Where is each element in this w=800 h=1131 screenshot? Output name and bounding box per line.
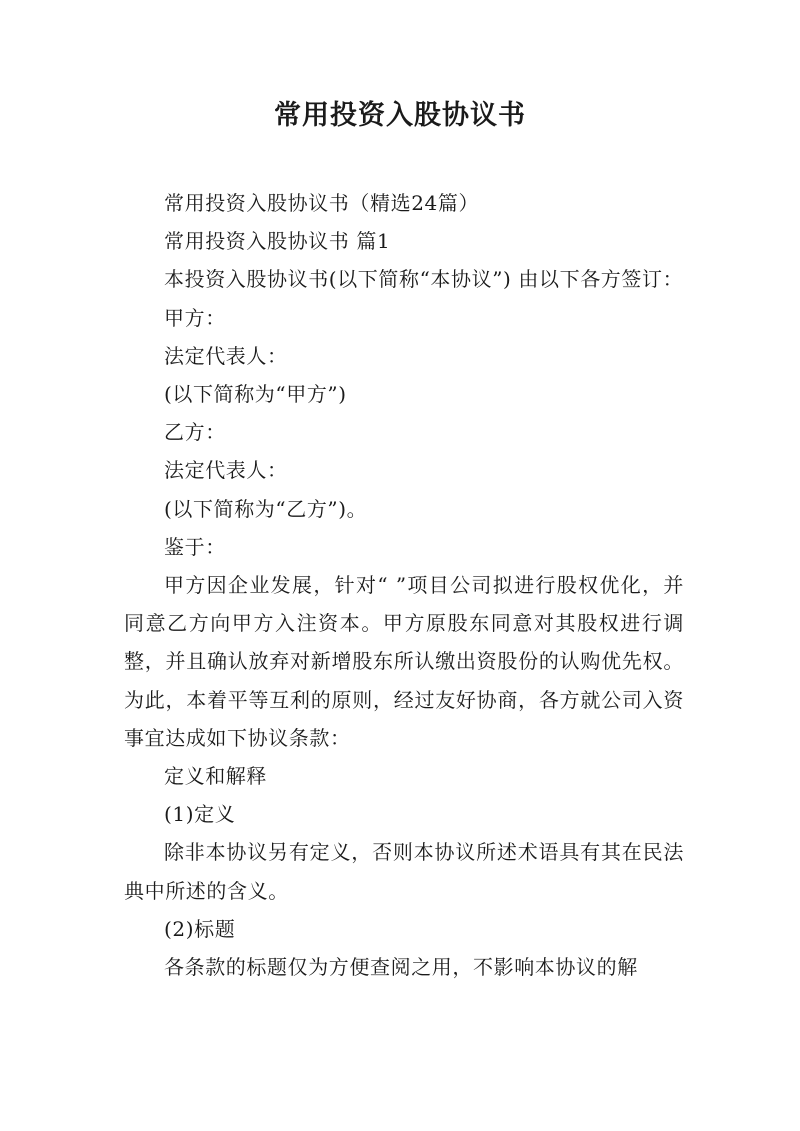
paragraph-section-heading: 常用投资入股协议书 篇1 xyxy=(164,229,391,254)
paragraph-headings-label: (2)标题 xyxy=(164,916,236,941)
paragraph-party-b: 乙方： xyxy=(164,420,226,445)
paragraph-subtitle: 常用投资入股协议书（精选24篇） xyxy=(164,191,480,215)
document-title: 常用投资入股协议书 xyxy=(274,100,526,131)
paragraph-party-a-alias: (以下简称为“甲方”) xyxy=(164,382,347,407)
paragraph-definition-text: 除非本协议另有定义，否则本协议所述术语具有其在民法典中所述的含义。 xyxy=(124,840,684,903)
paragraph-party-a-representative: 法定代表人： xyxy=(164,343,288,368)
paragraph-definitions-heading: 定义和解释 xyxy=(164,764,267,789)
paragraph-party-b-representative: 法定代表人： xyxy=(164,458,288,483)
paragraph-whereas: 鉴于： xyxy=(164,534,226,559)
paragraph-intro: 本投资入股协议书(以下简称“本协议”) 由以下各方签订： xyxy=(164,267,684,292)
paragraph-definition-label: (1)定义 xyxy=(164,802,236,827)
paragraph-party-b-alias: (以下简称为“乙方”)。 xyxy=(164,496,368,521)
paragraph-headings-text: 各条款的标题仅为方便查阅之用，不影响本协议的解 xyxy=(164,955,638,980)
document-body xyxy=(124,184,684,986)
paragraph-background: 甲方因企业发展，针对“ ”项目公司拟进行股权优化，并同意乙方向甲方入注资本。甲方原股东同意对其股权进行调整，并且确认放弃对新增股东所认缴出资股份的认购优先权。为此，本着平等互利的原则，经过友好协商，各方就公司入资事宜达成如下协议条款： xyxy=(124,573,684,750)
paragraph-party-a: 甲方： xyxy=(164,305,226,330)
